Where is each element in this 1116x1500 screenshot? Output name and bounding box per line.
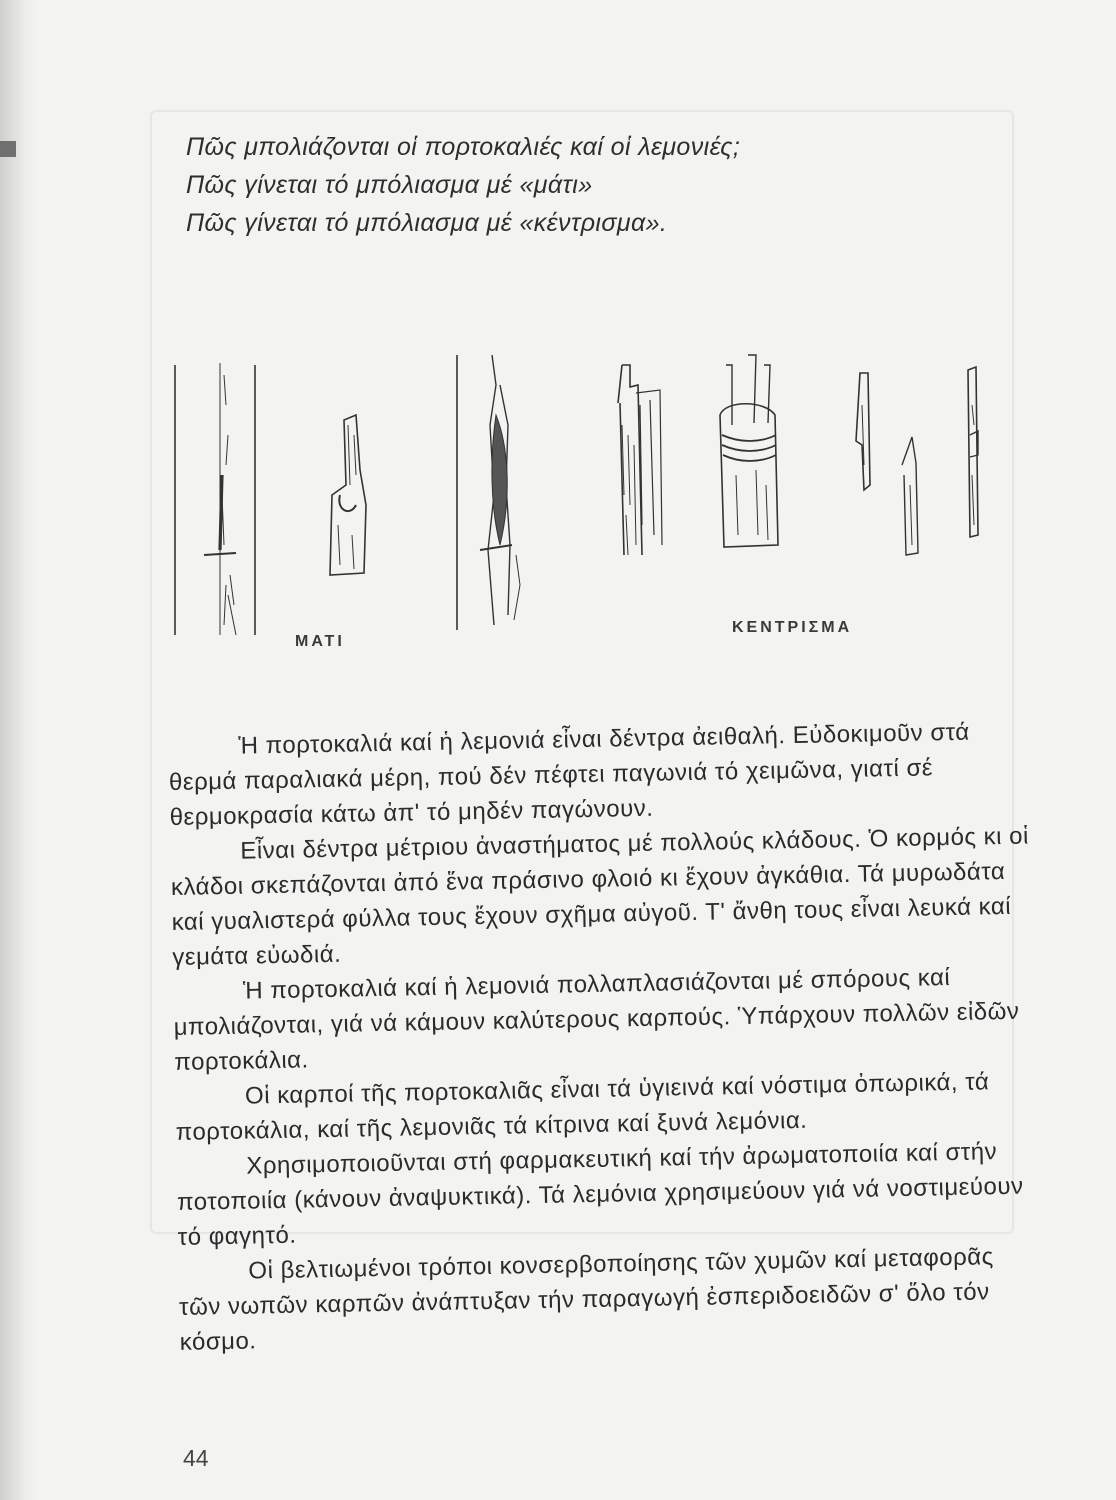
crown-graft-drawing (720, 355, 778, 547)
bud-shield-drawing (330, 415, 366, 575)
page-edge-shadow (0, 0, 38, 1500)
inserted-bud-drawing (457, 355, 520, 630)
question-line-3: Πῶς γίνεται τό μπόλιασμα μέ «κέντρισμα». (186, 209, 668, 237)
figure-label-mati: ΜΑΤΙ (295, 633, 345, 650)
paragraph-3: Ἡ πορτοκαλιά καί ἡ λεμονιά πολλαπλασιάζονται μέ σπόρους καί μπολιάζονται, γιά νά κάμουν καλύτερους καρπούς. Ὑπάρχουν πολλῶν εἰδῶν πορτοκάλια. (173, 964, 1020, 1076)
body-text (168, 713, 1040, 1359)
paragraph-2: Εἶναι δέντρα μέτριου ἀναστήματος μέ πολλούς κλάδους. Ὁ κορμός κι οἱ κλάδοι σκεπάζονται ἀπό ἕνα πράσινο φλοιό κι ἔχουν ἀγκάθια. Τά μυρωδάτα καί γυαλιστερά φύλλα τους ἔχουν σχῆμα αὐγοῦ. Τ' ἄνθη τους εἶναι λευκά καί γεμάτα εὐωδιά. (170, 822, 1030, 971)
joined-graft-drawing (968, 367, 978, 537)
grafting-illustration (160, 345, 1000, 665)
question-line-1: Πῶς μπολιάζονται οἱ πορτοκαλιές καί οἱ λεμονιές; (186, 133, 741, 161)
paragraph-1: Ἡ πορτοκαλιά καί ἡ λεμονιά εἶναι δέντρα ἀειθαλή. Εὐδοκιμοῦν στά θερμά παραλιακά μέρη, πού δέν πέφτει παγωνιά τό χειμῶνα, γιατί σέ θερμοκρασία κάτω ἀπ' τό μηδέν παγώνουν. (168, 718, 970, 831)
grafting-drawings (160, 345, 1000, 665)
whip-graft-drawing (856, 373, 918, 555)
question-bullet (0, 141, 16, 157)
question-line-2: Πῶς γίνεται τό μπόλιασμα μέ «μάτι» (186, 171, 593, 199)
question-block (160, 128, 880, 242)
paragraph-6: Οἱ βελτιωμένοι τρόποι κονσερβοποίησης τῶν χυμῶν καί μεταφορᾶς τῶν νωπῶν καρπῶν ἀνάπτυξαν τήν παραγωγή ἐσπεριδοειδῶν σ' ὅλο τόν κόσμο. (178, 1243, 994, 1356)
figure-label-kentrisma: ΚΕΝΤΡΙΣΜΑ (732, 619, 853, 636)
paragraph-5: Χρησιμοποιοῦνται στή φαρμακευτική καί τήν ἀρωματοποιία καί στήν ποτοποιία (κάνουν ἀναψυκτικά). Τά λεμόνια χρησιμεύουν γιά νά νοστιμεύουν τό φαγητό. (176, 1138, 1024, 1251)
stem-t-cut-drawing (175, 363, 255, 635)
cleft-graft-drawing (618, 365, 662, 555)
paragraph-4: Οἱ καρποί τῆς πορτοκαλιᾶς εἶναι τά ὑγιεινά καί νόστιμα ὀπωρικά, τά πορτοκάλια, καί τῆς λεμονιᾶς τά κίτρινα καί ξυνά λεμόνια. (175, 1068, 990, 1146)
page-number: 44 (183, 1445, 209, 1471)
